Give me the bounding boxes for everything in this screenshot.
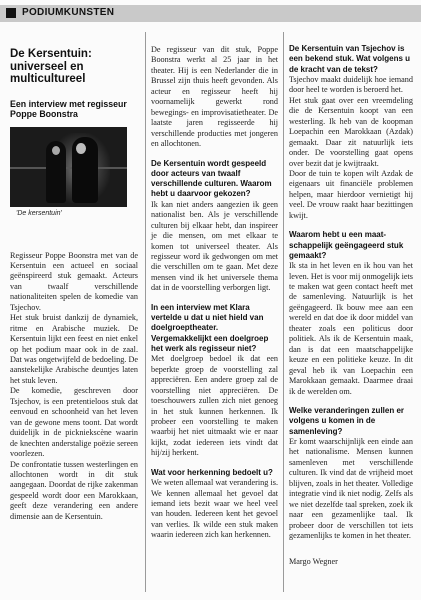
interview-answer: Met doelgroep bedoel ik dat een beperkte groep de voorstelling zal appreciëren. Een andere groep zal de voorstelling niet appreciëren. De toeschouwers zullen zich niet genoeg in het stuk kunnen herkennen. Ik probeer een voorstelling te maken waarbij het niet uitmaakt wie er naar kijkt, zodat iedereen iets vindt dat hij/zij herkent. — [151, 354, 278, 458]
square-bullet-icon — [6, 8, 16, 18]
interview-question: Wat voor herkenning bedoelt u? — [151, 467, 273, 477]
article-title: De Kersentuin: universeel en multicultureel — [10, 48, 92, 85]
column-divider — [145, 32, 146, 592]
interview-answer: We weten allemaal wat verandering is. We kennen allemaal het gevoel dat iemand iets bezit waar we heel veel van houden. Iedereen kent het gevoel van verlies. Ik wilde een stuk maken waarin iedereen zich kan herkennen. — [151, 478, 278, 540]
column-3 — [289, 30, 413, 568]
section-rubric-bar — [0, 5, 421, 22]
stage-photo — [10, 127, 127, 207]
article-subtitle: Een interview met regisseur Poppe Boonstra — [10, 98, 127, 119]
interview-question: Welke veranderingen zullen er volgens u komen in de samenleving? — [289, 406, 405, 436]
intro-body: Regisseur Poppe Boonstra met van de Kersentuin een actueel en sociaal geënspireerd stuk gemaakt. Acteurs van twaalf verschillende nationaliteiten spelen de komedie van Tsjechov. Het stuk bruist dankzij de dynamiek, ritme en Arabische muziek. De Kersentuin lijkt een feest en niet enkel op het podium maar ook in de zaal. Dat was ongetwijfeld de bedoeling. De aanstekelijke Arabische deuntjes laten het stuk leven. De komedie, geschreven door Tsjechov, is een pretentieloos stuk dat eenvoud en schoonheid van het leven van de gewone mens toont. Dat wordt duidelijk in de pickniekscène waarin de knechten anderstalige poëzie sereen voorlezen. De confrontatie tussen westerlingen en allochtonen wordt in dit stuk aangegaan. Doordat de rijke zakenman gespeeld wordt door een Marokkaan, geeft deze verandering een andere dimensie aan de Kersentuin. — [10, 250, 138, 521]
photo-caption: 'De kersentuin' — [16, 209, 62, 217]
column-2 — [151, 30, 278, 541]
interview-answer: Ik sta in het leven en ik hou van het leven. Het is voor mij onmogelijk iets te maken wat geen contact heeft met de samenleving. Natuurlijk is het geëngageerd. Ik bouw mee aan een wereld en dat doe ik door middel van theater zoals een politicus door politiek. Als ik de Kersentuin maak, dan is dat een maatschappelijke keuze en een politieke keuze. In dit geval heb ik van Loepachin een Marokkaan gemaakt. Daarmee draai ik de werelden om. — [289, 261, 413, 396]
interview-question: De Kersentuin wordt gespeeld door acteurs van twaalf verschillende culturen. Waarom hebt u daarvoor gekozen? — [151, 158, 272, 199]
section-rubric: PODIUMKUNSTEN — [22, 7, 115, 18]
interview-answer: Tsjechov maakt duidelijk hoe iemand door heel te worden is beroerd het. Het stuk gaat over een vreemdeling die de Kersentuin koopt van een westerling. Ik heb van de koopman Loepachin een Marokkaan (Azdak) gemaakt. Daar zit natuurlijk iets onder. De voorstelling gaat opens over bezit dat je kwijtraakt. Door de tuin te kopen wilt Azdak de eigenaars uit financiële problemen helpen, maar hierdoor vernietigt hij veel. De vrouw raakt haar bezittingen kwijt. — [289, 74, 413, 220]
interview-question: In een interview met Klara vertelde u dat u niet hield van doelgroeptheater. Vergemakkelijkt een doelgroep het werk als regisseur niet? — [151, 302, 269, 353]
interview-question: Waarom hebt u een maat-schappelijk geëngageerd stuk gemaakt? — [289, 230, 404, 260]
column-divider — [283, 32, 284, 592]
interview-question: De Kersentuin van Tsjechov is een bekend stuk. Wat volgens u de kracht van de tekst? — [289, 44, 411, 74]
interview-answer: Er komt waarschijnlijk een einde aan het nationalisme. Mensen kunnen samenleven met verschillende culturen. Ik vind dat de vrijheid moet blijven, zoals in het theater. Volledige integratie vind ik niet nodig. Zelfs als we niet dezelfde taal spreken, zoek ik naar een gezamenlijke taal. Ik probeer door de verschillen tot iets gezamenlijks te komen in het theater. — [289, 436, 413, 540]
interview-answer: Ik kan niet anders aangezien ik geen nationalist ben. Als je verschillende culturen bij elkaar hebt, dan inspireer je die mensen, om met elkaar te komen tot universeel theater. Als regisseur word ik gedwongen om met die verschillen om te gaan. Met deze mensen vind ik het universele thema dat in de voorstelling verborgen ligt. — [151, 199, 278, 293]
paragraph: De regisseur van dit stuk, Poppe Boonstra werkt al 25 jaar in het theater. Hij is een Nederlander die in Brussel zijn thuis heeft gevonden. Als acteur en regisseur heeft hij voornamelijk gewerkt rond bewegings- en improvisatietheater. De laatste jaren regisseerde hij verschillende producties met jongeren en allochtonen. — [151, 45, 278, 149]
author-signature: Margo Wegner — [289, 557, 338, 567]
column-1 — [10, 30, 138, 522]
